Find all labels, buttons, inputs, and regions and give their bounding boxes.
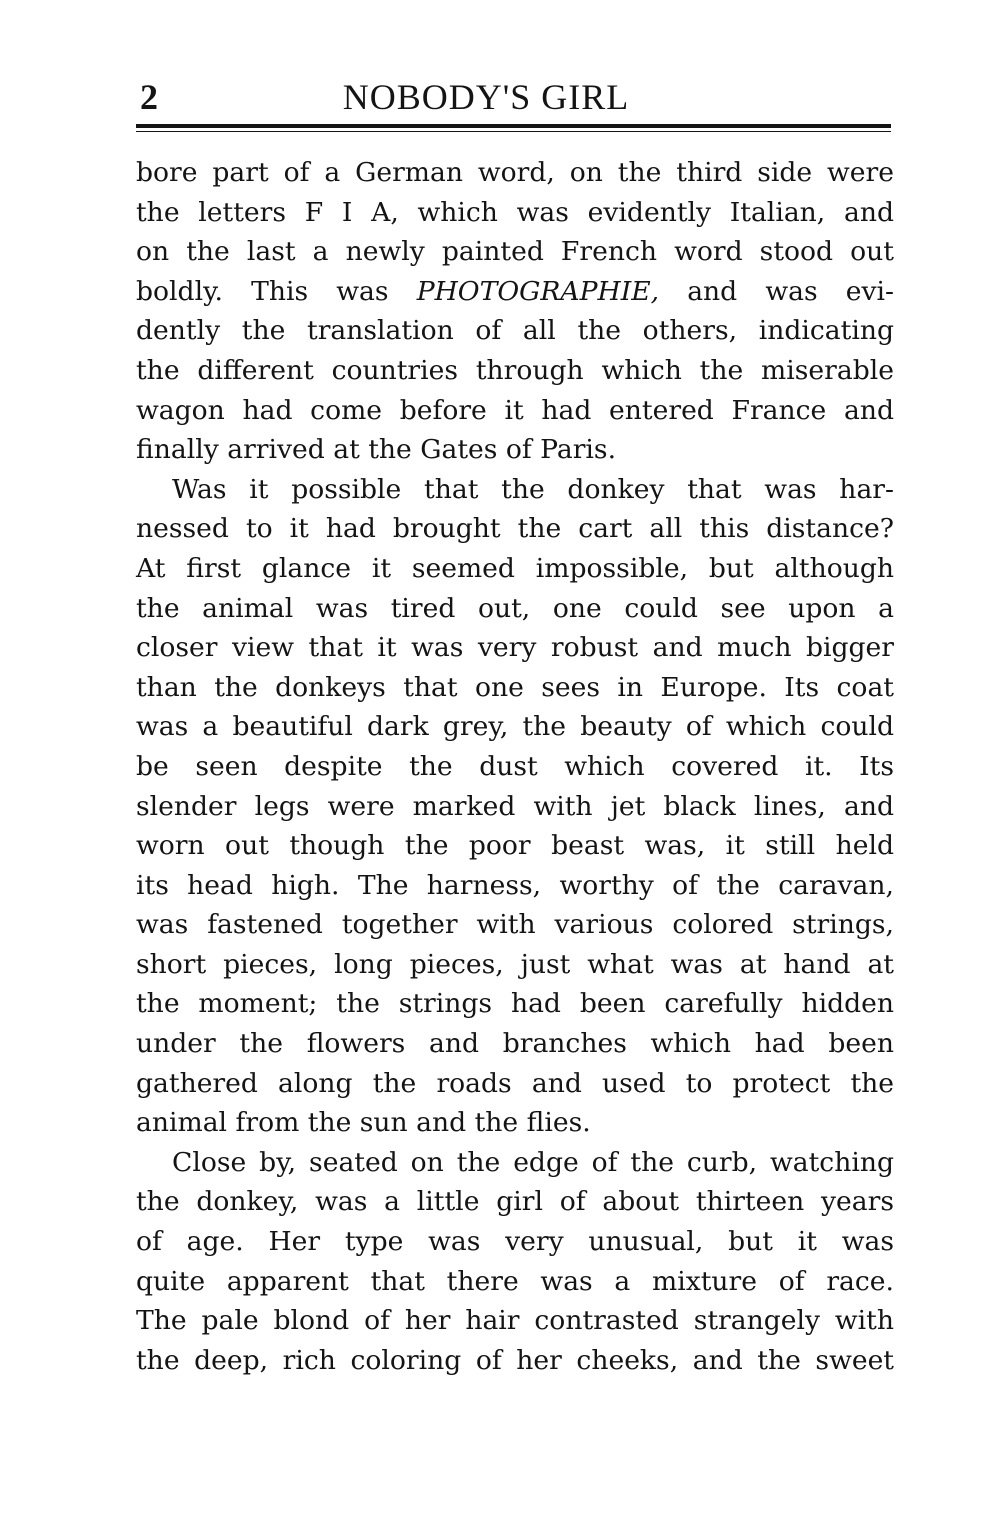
text-line: the different countries through which the miserable [136,354,894,386]
text-line: the donkey, was a little girl of about thirteen years [136,1186,894,1218]
text-line: closer view that it was very robust and much bigger [136,632,894,664]
running-title: NOBODY'S GIRL [342,77,630,117]
italic-word: PHOTOGRAPHIE, [416,275,660,307]
text-line: wagon had come before it had entered France and [136,394,894,426]
text-line: worn out though the poor beast was, it still held [136,830,894,862]
text-line: slender legs were marked with jet black lines, and [136,790,894,822]
text-line: quite apparent that there was a mixture of race. [136,1265,894,1297]
text-line: short pieces, long pieces, just what was at hand at [136,948,894,980]
paragraph-2 [136,470,894,1143]
text-line: nessed to it had brought the cart all this distance? [136,513,894,545]
text-line: bore part of a German word, on the third side were [136,157,894,188]
page-number: 2 [140,77,158,117]
text-line: gathered along the roads and used to protect the [136,1067,894,1099]
text-line: animal from the sun and the flies. [136,1107,591,1139]
text-run: and was evi- [659,275,894,307]
text-line: on the last a newly painted French word stood out [136,236,894,268]
paragraph-1 [136,153,894,470]
body-text [136,153,894,1380]
text-line: finally arrived at the Gates of Paris. [136,434,617,466]
paragraph-3 [136,1143,894,1381]
page-header [136,70,896,118]
text-line: At first glance it seemed impossible, but although [136,552,894,584]
text-line: was fastened together with various colored strings, [136,909,894,941]
header-rule-thick [136,124,891,128]
text-line: Was it possible that the donkey that was har- [172,473,894,505]
text-run: boldly. This was [136,275,417,307]
text-line: dently the translation of all the others, indicating [136,315,894,347]
text-line: than the donkeys that one sees in Europe. Its coat [136,671,894,703]
text-line: be seen despite the dust which covered it. Its [136,750,894,782]
header-rule-thin [136,131,891,132]
text-line [136,272,894,312]
text-line: the letters F I A, which was evidently Italian, and [136,196,894,228]
text-line: its head high. The harness, worthy of the caravan, [136,869,894,901]
text-line: The pale blond of her hair contrasted strangely with [136,1305,894,1337]
text-line: of age. Her type was very unusual, but it was [136,1226,894,1258]
text-line: Close by, seated on the edge of the curb, watching [172,1146,894,1178]
text-line: under the flowers and branches which had been [136,1028,894,1060]
text-line: the moment; the strings had been carefully hidden [136,988,894,1020]
text-line: the animal was tired out, one could see upon a [136,592,894,624]
text-line: was a beautiful dark grey, the beauty of which could [136,711,894,743]
text-line: the deep, rich coloring of her cheeks, and the sweet [136,1344,894,1376]
